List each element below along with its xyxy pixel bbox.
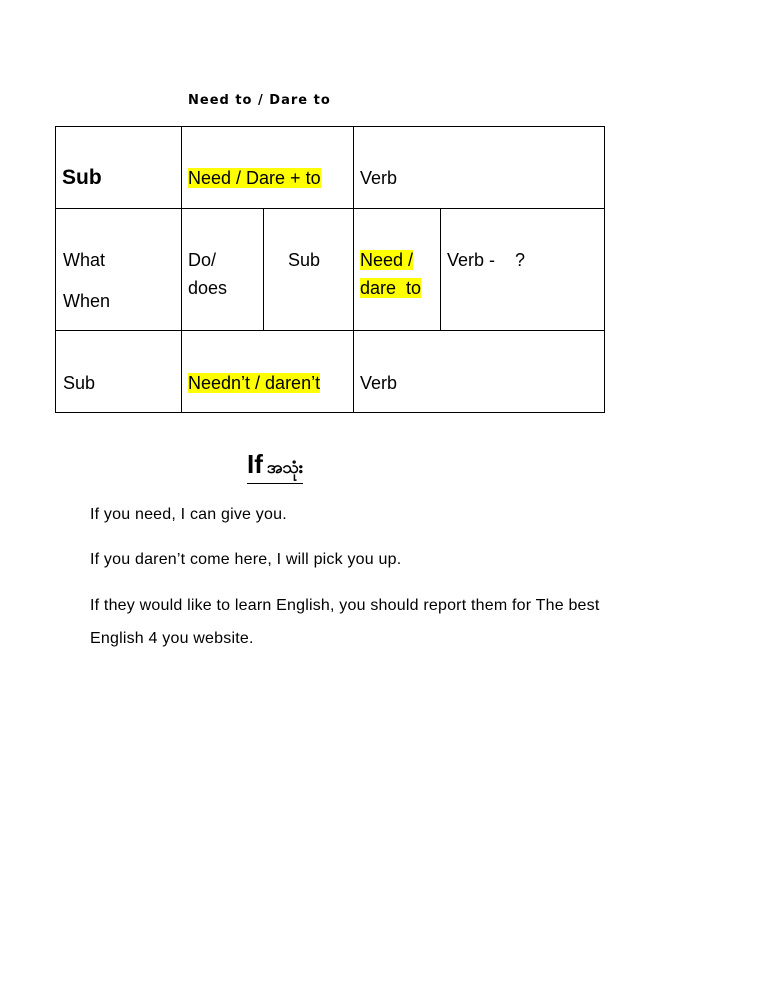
row2-modal-line2 [360, 278, 421, 299]
example-3: If they would like to learn English, you should report them for The best [90, 597, 600, 614]
row3-sub: Sub [63, 373, 96, 393]
row1-verb: Verb [360, 168, 398, 188]
row3-modal-text: Needn’t / daren’t [188, 373, 321, 393]
row3-modal [188, 373, 320, 394]
section-heading [247, 450, 303, 484]
row3-verb: Verb [360, 373, 398, 393]
row1-modal [188, 168, 321, 189]
row1-sub: Sub [62, 166, 102, 189]
example-1: If you need, I can give you. [90, 506, 287, 523]
row2-aux-does: does [188, 278, 228, 298]
row1-modal-text: Need / Dare + to [188, 168, 321, 188]
row2-verb: Verb - ? [447, 250, 526, 270]
row2-modal-line1 [360, 250, 413, 271]
row2-aux-do: Do/ [188, 250, 217, 270]
example-2: If you daren’t come here, I will pick you up. [90, 551, 402, 568]
row2-modal-line2-text: dare to [360, 278, 422, 298]
row2-sub: Sub [288, 250, 321, 270]
example-3-continued: English 4 you website. [90, 630, 254, 647]
row2-wh-what: What [63, 250, 106, 270]
heading-myanmar: အသုံး [266, 458, 304, 477]
row2-wh-when: When [63, 291, 111, 311]
row2-modal-line1-text: Need / [360, 250, 414, 270]
document-title: Need to / Dare to [188, 93, 331, 108]
heading-if: If [247, 449, 263, 479]
